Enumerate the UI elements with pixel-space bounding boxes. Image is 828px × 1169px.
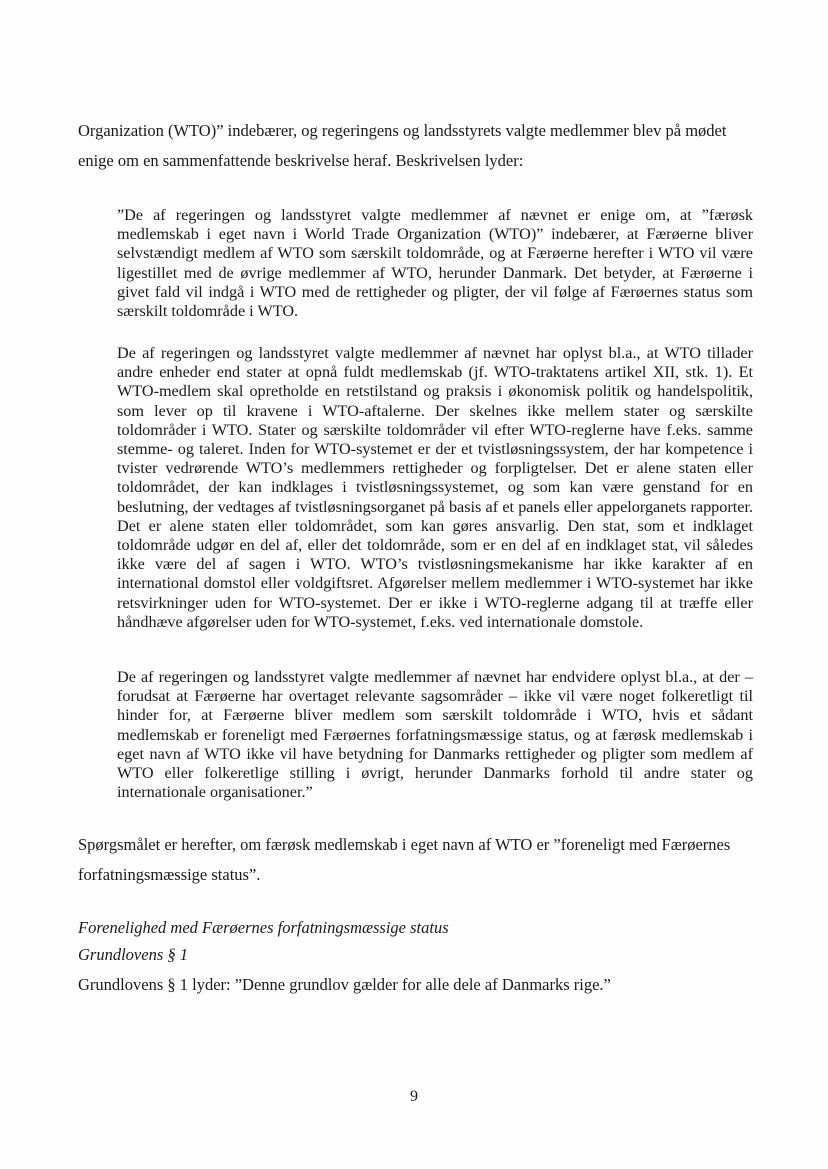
quote-paragraph-3: De af regeringen og landsstyret valgte medlemmer af nævnet har endvidere oplyst bl.a., at der – forudsat at Færøerne har overtaget relevante sagsområder – ikke vil være noget folkeretligt til hinder for, at Færøerne bliver medlem som særskilt toldområde i WTO, hvis et sådant medlemskab er foreneligt med Færøernes forfatningsmæssige status, og at færøsk medlemskab i eget navn af WTO ikke vil have betydning for Danmarks rettigheder og pligter som medlem af WTO eller folkeretlige stilling i øvrigt, herunder Danmarks forhold til andre stater og internationale organisationer.”: [117, 668, 753, 802]
subsection-heading: Grundlovens § 1: [78, 945, 188, 964]
quote-paragraph-2: De af regeringen og landsstyret valgte medlemmer af nævnet har oplyst bl.a., at WTO tillader andre enheder end stater at opnå fuldt medlemskab (jf. WTO-traktatens artikel XII, stk. 1). Et WTO-medlem skal opretholde en retstilstand og praksis i økonomisk politik og handelspolitik, som lever op til kravene i WTO-aftalerne. Der skelnes ikke mellem stater og særskilte toldområder i WTO. Stater og særskilte toldområder vil efter WTO-reglerne have f.eks. samme stemme- og taleret. Inden for WTO-systemet er der et tvistløsningssystem, der har kompetence i tvister vedrørende WTO’s medlemmers rettigheder og forpligtelser. Det er alene staten eller toldområdet, der kan indklages i tvistløsningssystemet, og som kan være genstand for en beslutning, der vedtages af tvistløsningsorganet på basis af et panels eller appelorganets rapporter. Det er alene staten eller toldområdet, som kan gøres ansvarlig. Den stat, som et indklaget toldområde udgør en del af, eller det toldområde, som er en del af en indklaget stat, vil således ikke være del af sagen i WTO. WTO’s tvistløsningsmekanisme har ikke karakter af en international domstol eller voldgiftsret. Afgørelser mellem medlemmer i WTO-systemet har ikke retsvirkninger uden for WTO-systemet. Der er ikke i WTO-reglerne adgang til at træffe eller håndhæve afgørelser uden for WTO-systemet, f.eks. ved internationale domstole.: [117, 344, 753, 631]
quote-paragraph-1: ”De af regeringen og landsstyret valgte medlemmer af nævnet er enige om, at ”færøsk medlemskab i eget navn i World Trade Organization (WTO)” indebærer, at Færøerne bliver selvstændigt medlem af WTO som særskilt toldområde, og at Færøerne herefter i WTO vil være ligestillet med de øvrige medlemmer af WTO, herunder Danmark. Det betyder, at Færøerne i givet fald vil indgå i WTO med de rettigheder og pligter, der vil følge af Færøernes status som særskilt toldområde i WTO.: [117, 206, 753, 321]
section-heading: Forenelighed med Færøernes forfatningsmæssige status: [78, 918, 449, 937]
intro-paragraph: Organization (WTO)” indebærer, og regeringens og landsstyrets valgte medlemmer blev på mødet enige om en sammenfattende beskrivelse heraf. Beskrivelsen lyder:: [78, 121, 727, 170]
final-paragraph: Grundlovens § 1 lyder: ”Denne grundlov gælder for alle dele af Danmarks rige.”: [78, 975, 611, 994]
question-paragraph: Spørgsmålet er herefter, om færøsk medlemskab i eget navn af WTO er ”foreneligt med Færøernes forfatningsmæssige status”.: [78, 835, 731, 884]
page-number: 9: [410, 1088, 418, 1105]
